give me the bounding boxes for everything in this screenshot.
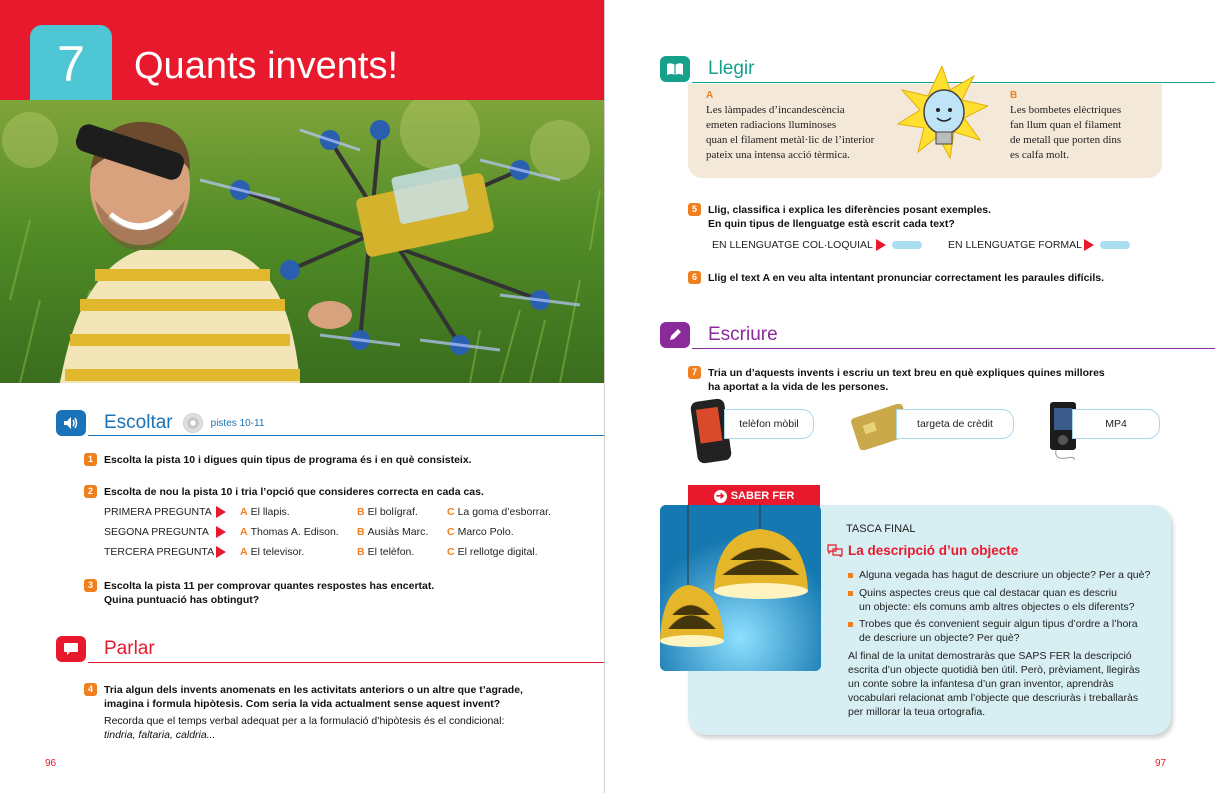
task-title: La descripció d’un objecte <box>848 543 1019 558</box>
colloquial-label: EN LLENGUATGE COL·LOQUIAL <box>712 239 873 251</box>
question-number: 1 <box>84 453 97 466</box>
page-number-right: 97 <box>1155 758 1167 769</box>
option-c[interactable]: C El rellotge digital. <box>447 546 538 558</box>
task-kicker: TASCA FINAL <box>846 523 916 535</box>
task-bullet: Alguna vegada has hagut de descriure un objecte? Per a què? <box>859 569 1151 581</box>
question-1: Escolta la pista 10 i digues quin tipus de programa és i en què consisteix. <box>104 454 472 466</box>
option-b[interactable]: B El bolígraf. <box>357 506 418 518</box>
option-b[interactable]: B El telèfon. <box>357 546 415 558</box>
device-mp4: MP4 <box>1072 409 1160 439</box>
question-5: Llig, classifica i explica les diferències posant exemples. En quin tipus de llenguatge està escrit cada text? <box>708 204 992 230</box>
question-number: 2 <box>84 485 97 498</box>
section-escoltar <box>56 410 264 436</box>
llegir-title: Llegir <box>708 58 755 79</box>
speaker-icon <box>56 410 86 436</box>
task-bullet: Quins aspectes creus que cal destacar quan es descriu un objecte: els comuns amb altres objectes o els diferents? <box>859 587 1135 613</box>
parlar-title: Parlar <box>104 638 155 659</box>
escriure-title: Escriure <box>708 324 778 345</box>
escoltar-title: Escoltar <box>104 412 173 433</box>
question-2: Escolta de nou la pista 10 i tria l’opció que consideres correcta en cada cas. <box>104 486 484 498</box>
device-mobile: telèfon mòbil <box>724 409 814 439</box>
verb-tense-note: Recorda que el temps verbal adequat per a la formulació d’hipòtesis és el condicional: tindria, faltaria, caldria... <box>104 715 505 741</box>
tracks-label: pistes 10-11 <box>210 417 265 429</box>
light-bulb-icon <box>896 66 988 168</box>
text-b: B Les bombetes elèctriques fan llum quan el filament de metall que porten dins es calfa molt. <box>1010 90 1122 161</box>
arrow-icon <box>216 506 226 518</box>
unit-number: 7 <box>30 25 112 103</box>
formal-label: EN LLENGUATGE FORMAL <box>948 239 1082 251</box>
arrow-icon <box>216 526 226 538</box>
question-number: 5 <box>688 203 701 216</box>
option-b[interactable]: B Ausiàs Marc. <box>357 526 429 538</box>
text-a: A Les làmpades d’incandescència emeten radiacions lluminoses quan el filament metàl·lic de l’interior pateix una intensa acció tèrmica. <box>706 90 875 161</box>
escriure-rule <box>692 348 1215 349</box>
answer-blank[interactable] <box>1100 241 1130 249</box>
task-bullet: Trobes que és convenient seguir algun tipus d’ordre a l’hora de descriure un objecte? Per què? <box>859 618 1138 644</box>
drone-photo <box>0 100 605 383</box>
option-c[interactable]: C La goma d’esborrar. <box>447 506 551 518</box>
page-right <box>606 0 1215 793</box>
saber-fer-tab: ➜ SABER FER <box>688 485 820 507</box>
task-paragraph: Al final de la unitat demostraràs que SAPS FER la descripció escrita d’un objecte quotidià ben útil. Però, prèviament, llegiràs un conte sobre la infantesa d’un gran inventor, aprendràs vocabulari relacionat amb l’objecte que descriuràs i treballaràs per millorar la teua ortografia. <box>848 650 1140 718</box>
chat-bubbles-icon <box>826 543 844 557</box>
question-number: 7 <box>688 366 701 379</box>
option-c[interactable]: C Marco Polo. <box>447 526 514 538</box>
question-3: Escolta la pista 11 per comprovar quantes respostes has encertat. Quina puntuació has obtingut? <box>104 580 435 606</box>
question-number: 3 <box>84 579 97 592</box>
question-7: Tria un d’aquests invents i escriu un text breu en què expliques quines millores ha aportat a la vida de les persones. <box>708 367 1105 393</box>
parlar-rule <box>88 662 605 663</box>
question-6: Llig el text A en veu alta intentant pronunciar correctament les paraules difícils. <box>708 272 1104 284</box>
row-label: PRIMERA PREGUNTA <box>104 506 212 518</box>
lamps-photo <box>660 505 821 671</box>
section-escriure <box>660 322 778 348</box>
page-left <box>0 0 605 793</box>
question-number: 4 <box>84 683 97 696</box>
option-a[interactable]: A El televisor. <box>240 546 305 558</box>
cd-icon <box>183 413 203 433</box>
arrow-icon <box>216 546 226 558</box>
unit-title: Quants invents! <box>134 45 399 87</box>
escoltar-rule <box>88 435 605 436</box>
open-book-icon <box>660 56 690 82</box>
speech-bubble-icon <box>56 636 86 662</box>
row-label: TERCERA PREGUNTA <box>104 546 215 558</box>
arrow-icon <box>1084 239 1094 251</box>
arrow-circle-icon: ➜ <box>714 490 727 503</box>
row-label: SEGONA PREGUNTA <box>104 526 209 538</box>
question-4: Tria algun dels invents anomenats en les activitats anteriors o un altre que t’agrade, imagina i formula hipòtesis. Com seria la vida actualment sense aquest invent? <box>104 684 523 710</box>
option-a[interactable]: A Thomas A. Edison. <box>240 526 339 538</box>
question-number: 6 <box>688 271 701 284</box>
section-llegir <box>660 56 754 82</box>
section-parlar <box>56 636 155 662</box>
device-credit-card: targeta de crèdit <box>896 409 1014 439</box>
answer-blank[interactable] <box>892 241 922 249</box>
arrow-icon <box>876 239 886 251</box>
page-number-left: 96 <box>45 758 57 769</box>
option-a[interactable]: A El llapis. <box>240 506 290 518</box>
pen-icon <box>660 322 690 348</box>
